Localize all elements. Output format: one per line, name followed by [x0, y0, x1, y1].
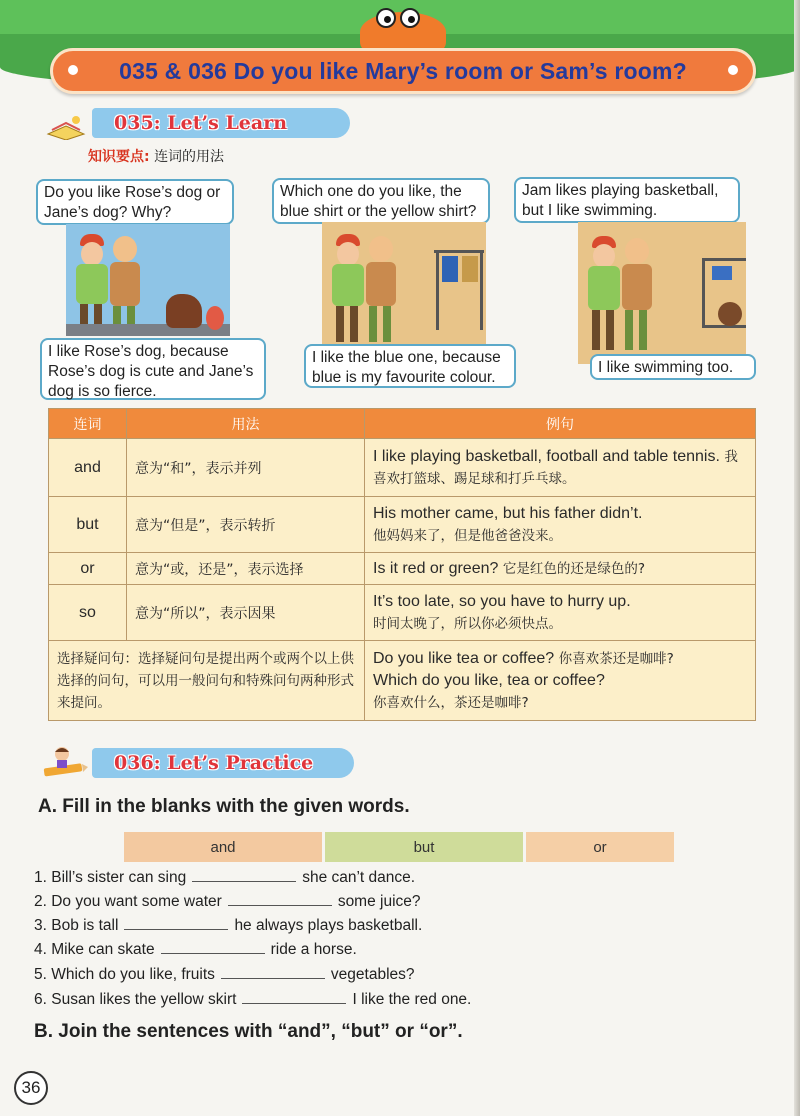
example-zh: 时间太晚了，所以你必须快点。 — [373, 615, 562, 632]
exercise-text-after: she can’t dance. — [302, 869, 416, 886]
example-zh: 我喜欢打篮球、踢足球和打乒乓球。 — [373, 448, 738, 487]
practice-heading: 036: Let’s Practice — [114, 752, 314, 774]
learn-heading: 035: Let’s Learn — [114, 112, 288, 134]
panel1-answer: I like Rose’s dog, because Rose’s dog is cute and Jane’s dog is so fierce. — [48, 343, 254, 400]
exercise-text-after: ride a horse. — [270, 941, 357, 958]
mascot-eye-left — [376, 8, 396, 28]
example-en: Is it red or green? — [373, 559, 499, 577]
exercise-text-before: 3. Bob is tall — [34, 917, 119, 934]
example-zh: 它是红色的还是绿色的? — [502, 560, 646, 577]
book-icon — [46, 114, 86, 140]
panel2-illustration — [322, 222, 486, 344]
panel3-answer: I like swimming too. — [598, 359, 734, 376]
exercise-text-after: he always plays basketball. — [234, 917, 423, 934]
table-header: 连词 — [49, 409, 127, 439]
table-row — [49, 641, 756, 721]
conjunction-word: or — [49, 553, 127, 585]
word-bank-but: but — [325, 832, 523, 862]
panel1-illustration — [66, 224, 230, 336]
example-zh: 你喜欢茶还是咖啡? — [558, 650, 674, 667]
knowledge-points — [88, 146, 224, 166]
conjunction-usage: 意为“或，还是”，表示选择 — [127, 553, 365, 585]
exercise-item — [34, 914, 422, 936]
section-b-heading: B. Join the sentences with “and”, “but” or “or”. — [34, 1021, 463, 1042]
exercise-item — [34, 963, 415, 985]
conjunction-example — [365, 439, 756, 497]
exercise-text-after: I like the red one. — [352, 991, 472, 1008]
section-a-heading: A. Fill in the blanks with the given words. — [38, 796, 410, 817]
page-number — [14, 1071, 48, 1105]
title-bullet-left — [68, 65, 78, 75]
word-bank-or: or — [526, 832, 674, 862]
exercise-text-before: 2. Do you want some water — [34, 893, 222, 910]
lesson-title: 035 & 036 Do you like Mary’s room or Sam’s room? — [119, 57, 687, 84]
panel2-question-bubble — [272, 178, 490, 224]
table-row — [49, 497, 756, 553]
conjunction-usage: 意为“所以”，表示因果 — [127, 585, 365, 641]
choice-question-note: 选择疑问句：选择疑问句是提出两个或两个以上供选择的问句，可以用一般问句和特殊问句两种形式来提问。 — [49, 641, 365, 721]
panel3-illustration — [578, 222, 746, 364]
knowledge-label: 知识要点: — [88, 149, 150, 165]
pencil-kid-icon — [42, 744, 88, 780]
panel2-question: Which one do you like, the blue shirt or the yellow shirt? — [280, 183, 477, 220]
answer-blank[interactable] — [124, 914, 228, 930]
answer-blank[interactable] — [221, 963, 325, 979]
conjunction-example — [365, 585, 756, 641]
table-row — [49, 553, 756, 585]
conjunction-table — [48, 408, 756, 721]
page-number-text: 36 — [21, 1078, 41, 1097]
answer-blank[interactable] — [242, 988, 346, 1004]
table-row — [49, 585, 756, 641]
exercise-item — [34, 988, 471, 1010]
lesson-title-bar — [50, 48, 756, 94]
panel1-answer-bubble — [40, 338, 266, 400]
exercise-text-before: 6. Susan likes the yellow skirt — [34, 991, 237, 1008]
panel2-answer: I like the blue one, because blue is my favourite colour. — [312, 349, 501, 386]
exercise-text-before: 4. Mike can skate — [34, 941, 155, 958]
example-zh: 他妈妈来了，但是他爸爸没来。 — [373, 527, 562, 544]
panel3-question: Jam likes playing basketball, but I like swimming. — [522, 182, 719, 219]
exercise-text-before: 5. Which do you like, fruits — [34, 966, 215, 983]
exercise-text-before: 1. Bill’s sister can sing — [34, 869, 187, 886]
example-en: It’s too late, so you have to hurry up. — [373, 592, 631, 610]
example-en: His mother came, but his father didn’t. — [373, 504, 643, 522]
choice-question-examples — [365, 641, 756, 721]
example-zh: 你喜欢什么，茶还是咖啡? — [373, 694, 529, 711]
table-header: 用法 — [127, 409, 365, 439]
panel2-answer-bubble — [304, 344, 516, 388]
table-row — [49, 439, 756, 497]
conjunction-word: so — [49, 585, 127, 641]
conjunction-example — [365, 553, 756, 585]
conjunction-usage: 意为“但是”，表示转折 — [127, 497, 365, 553]
exercise-item — [34, 866, 415, 888]
conjunction-word: but — [49, 497, 127, 553]
word-bank-and: and — [124, 832, 322, 862]
conjunction-example — [365, 497, 756, 553]
table-header-row — [49, 409, 756, 439]
panel3-answer-bubble — [590, 354, 756, 380]
exercise-text-after: some juice? — [337, 893, 421, 910]
knowledge-text: 连词的用法 — [154, 149, 225, 165]
conjunction-word: and — [49, 439, 127, 497]
answer-blank[interactable] — [161, 938, 265, 954]
panel1-question-bubble — [36, 179, 234, 225]
exercise-item — [34, 938, 357, 960]
answer-blank[interactable] — [228, 890, 332, 906]
panel1-question: Do you like Rose’s dog or Jane’s dog? Why? — [44, 184, 221, 221]
panel3-question-bubble — [514, 177, 740, 223]
learn-section-header — [92, 108, 350, 138]
example-en: I like playing basketball, football and table tennis. — [373, 447, 720, 465]
example-en: Which do you like, tea or coffee? — [373, 671, 605, 689]
mascot-eye-right — [400, 8, 420, 28]
example-en: Do you like tea or coffee? — [373, 649, 555, 667]
title-bullet-right — [728, 65, 738, 75]
table-header: 例句 — [365, 409, 756, 439]
answer-blank[interactable] — [192, 866, 296, 882]
page-edge-shadow — [794, 0, 800, 1116]
exercise-text-after: vegetables? — [330, 966, 415, 983]
conjunction-usage: 意为“和”，表示并列 — [127, 439, 365, 497]
exercise-item — [34, 890, 421, 912]
practice-section-header — [92, 748, 354, 778]
